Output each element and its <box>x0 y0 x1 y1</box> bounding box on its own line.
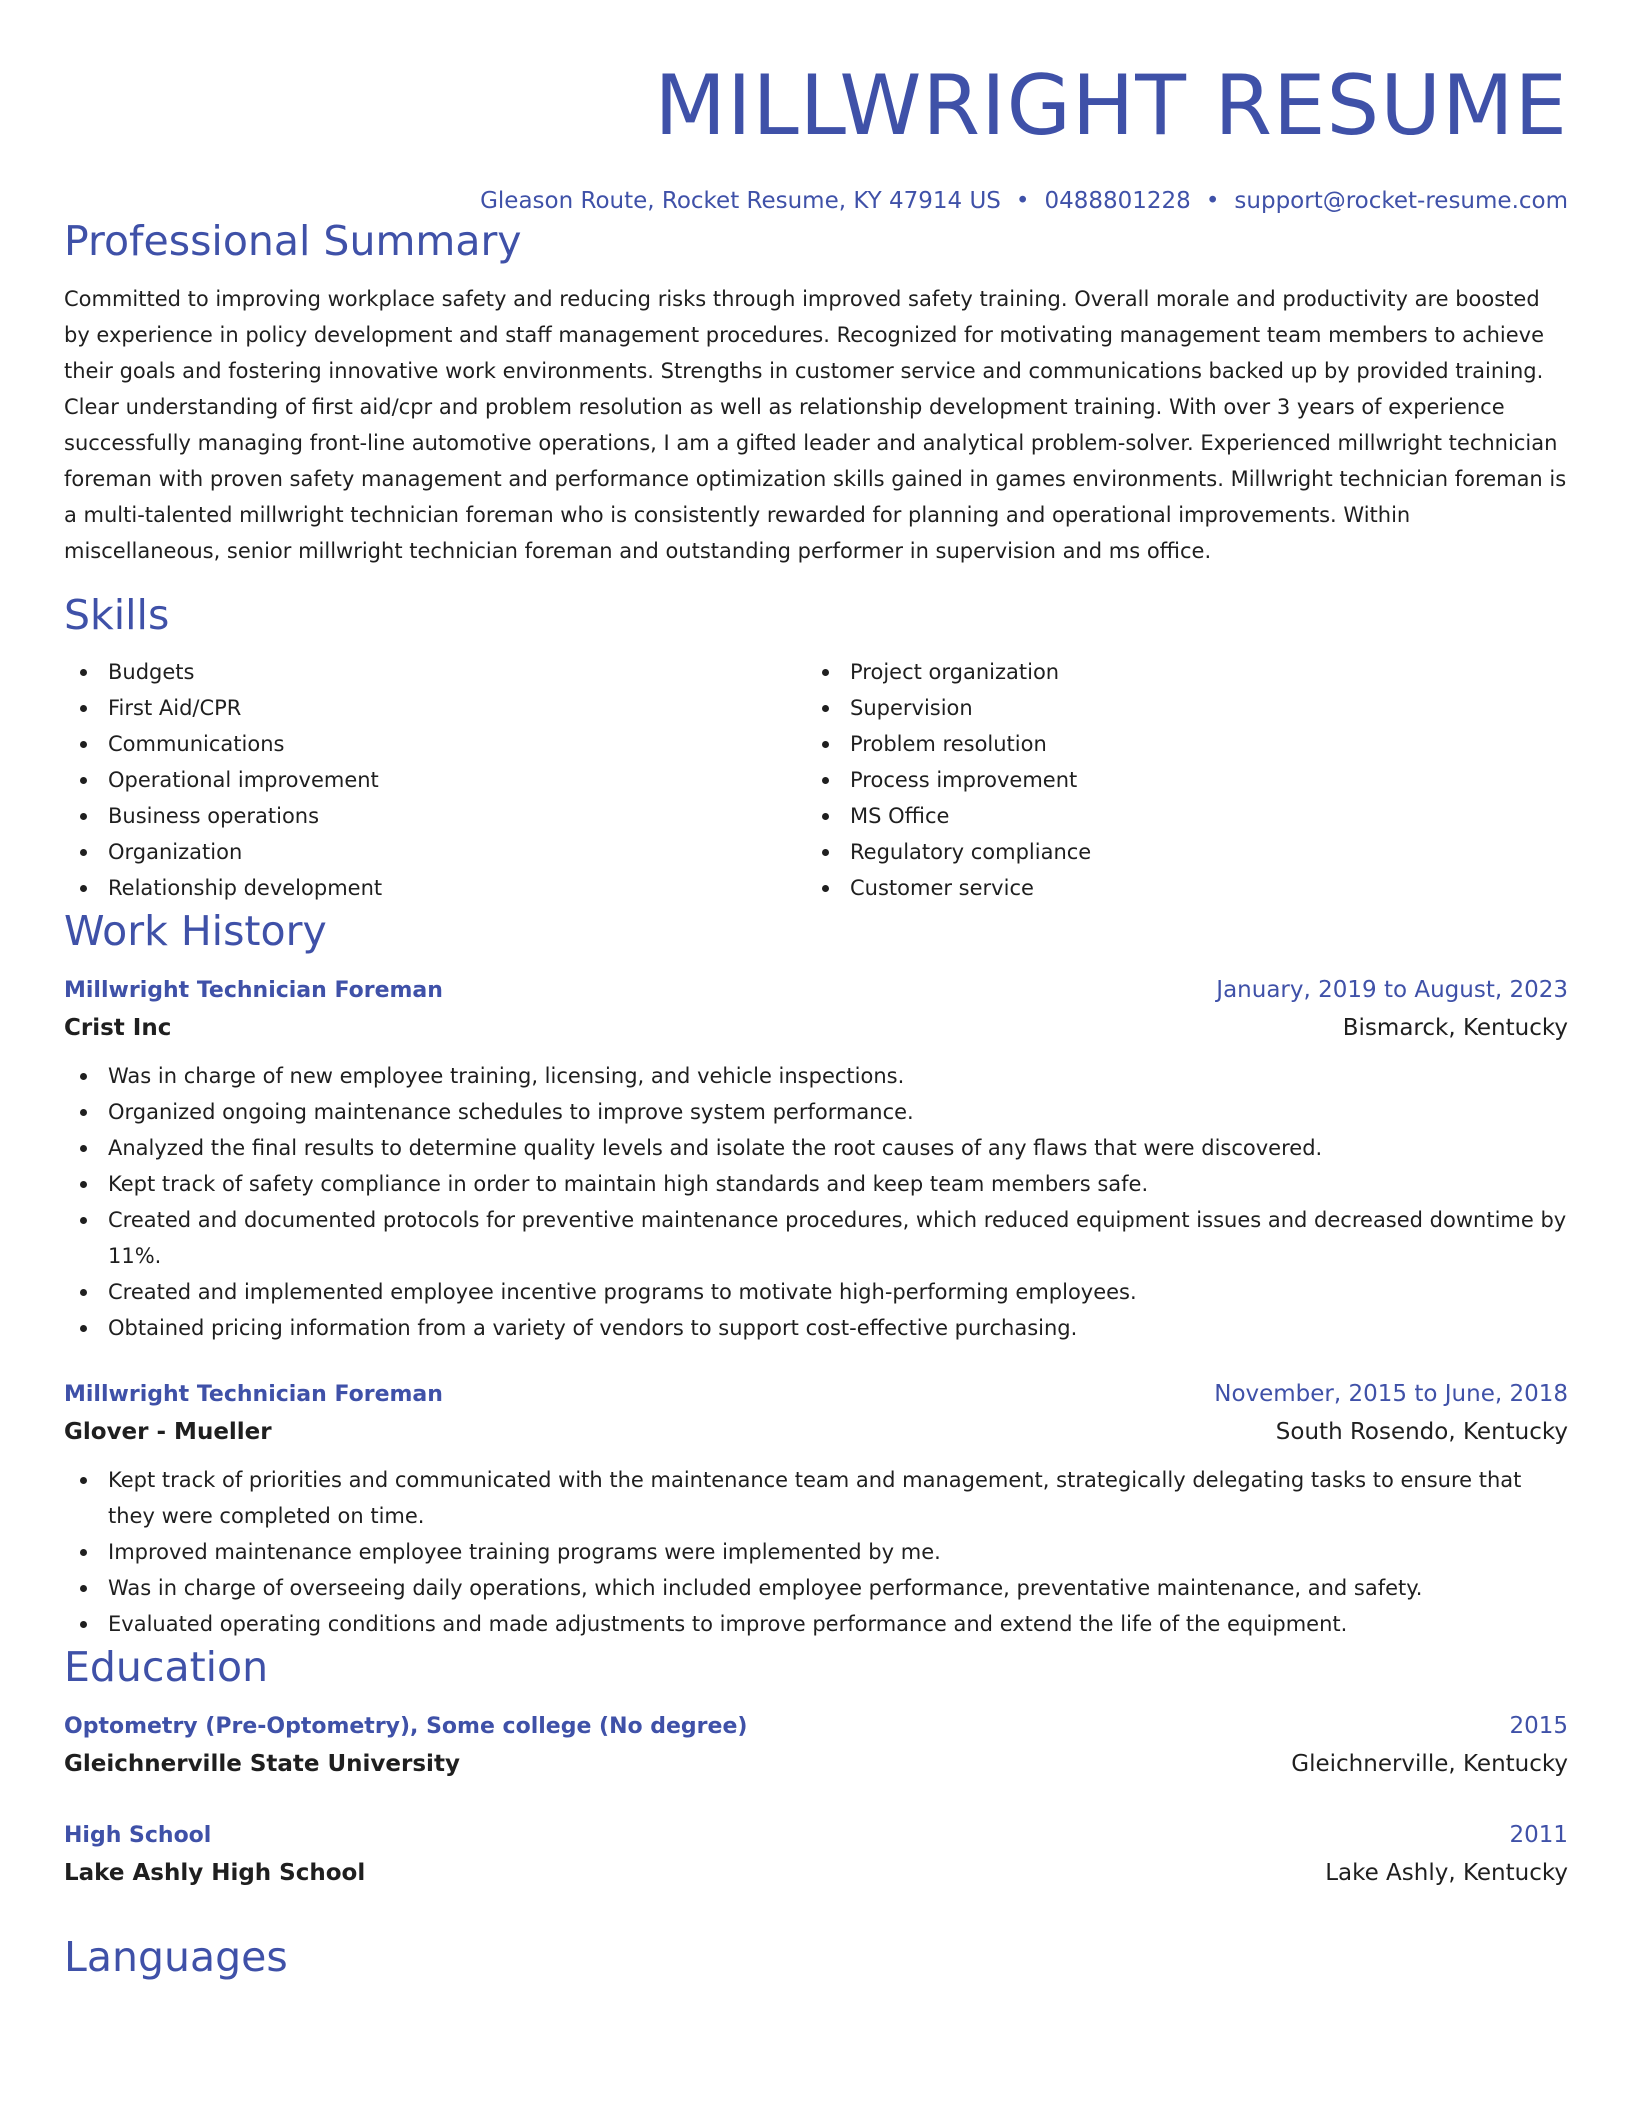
job-role: Millwright Technician Foreman <box>64 1382 443 1407</box>
job-bullet: Kept track of priorities and communicated with the maintenance team and management, strategically delegating tasks to ensure that they were completed on time. <box>64 1462 1568 1534</box>
job-bullet: Analyzed the final results to determine quality levels and isolate the root causes of any flaws that were discovered. <box>64 1130 1568 1166</box>
skill-item: Communications <box>64 726 806 762</box>
job-bullets <box>64 1058 1568 1346</box>
skill-item: Project organization <box>806 654 1548 690</box>
skill-item: Supervision <box>806 690 1548 726</box>
job-company-row <box>64 1413 1568 1451</box>
education-school-row <box>64 1745 1568 1783</box>
education-school: Gleichnerville State University <box>64 1751 460 1777</box>
job-entry <box>64 1376 1568 1642</box>
languages-heading: Languages <box>64 1933 288 1981</box>
education-location: Lake Ashly, Kentucky <box>1325 1860 1568 1886</box>
address: Gleason Route, Rocket Resume, KY 47914 US <box>480 188 1001 214</box>
job-location: Bismarck, Kentucky <box>1342 1015 1568 1041</box>
job-role: Millwright Technician Foreman <box>64 978 443 1003</box>
resume-header <box>64 0 1568 216</box>
education-year: 2015 <box>1509 1713 1568 1739</box>
education-header-row <box>64 1708 1568 1745</box>
job-entry <box>64 972 1568 1346</box>
job-location: South Rosendo, Kentucky <box>1275 1419 1568 1445</box>
education-location: Gleichnerville, Kentucky <box>1291 1751 1568 1777</box>
education-entry <box>64 1817 1568 1892</box>
job-bullet: Was in charge of overseeing daily operations, which included employee performance, preventative maintenance, and safety. <box>64 1570 1568 1606</box>
job-company: Glover - Mueller <box>64 1419 272 1445</box>
resume-title: MILLWRIGHT RESUME <box>654 57 1568 154</box>
education-entry <box>64 1708 1568 1783</box>
education-header-row <box>64 1817 1568 1854</box>
job-bullet: Obtained pricing information from a variety of vendors to support cost-effective purchasing. <box>64 1310 1568 1346</box>
summary-heading: Professional Summary <box>64 217 522 265</box>
skills-column-left <box>64 654 806 906</box>
job-dates: January, 2019 to August, 2023 <box>1216 977 1568 1003</box>
summary-text: Committed to improving workplace safety and reducing risks through improved safety training. Overall morale and productivity are boosted by experience in policy development and staff management procedures. Recognized for motivating management team members to achieve their goals and fostering innovative work environments. Strengths in customer service and communications backed up by provided training. Clear understanding of first aid/cpr and problem resolution as well as relationship development training. With over 3 years of experience successfully managing front-line automotive operations, I am a gifted leader and analytical problem-solver. Experienced millwright technician foreman with proven safety management and performance optimization skills gained in games environments. Millwright technician foreman is a multi-talented millwright technician foreman who is consistently rewarded for planning and operational improvements. Within miscellaneous, senior millwright technician foreman and outstanding performer in supervision and ms office. <box>64 287 1567 563</box>
job-header-row <box>64 1376 1568 1413</box>
job-bullet: Organized ongoing maintenance schedules to improve system performance. <box>64 1094 1568 1130</box>
skill-item: Customer service <box>806 870 1548 906</box>
education-degree: High School <box>64 1823 212 1848</box>
job-bullet: Evaluated operating conditions and made adjustments to improve performance and extend the life of the equipment. <box>64 1606 1568 1642</box>
job-bullet: Kept track of safety compliance in order to maintain high standards and keep team members safe. <box>64 1166 1568 1202</box>
skill-item: MS Office <box>806 798 1548 834</box>
education-school: Lake Ashly High School <box>64 1860 366 1886</box>
job-bullets <box>64 1462 1568 1642</box>
skill-item: Regulatory compliance <box>806 834 1548 870</box>
contact-line <box>64 186 1568 216</box>
job-company: Crist Inc <box>64 1015 172 1041</box>
education-degree: Optometry (Pre-Optometry), Some college (No degree) <box>64 1714 748 1739</box>
skills-list <box>64 654 1568 906</box>
phone: 0488801228 <box>1044 188 1191 214</box>
skill-item: First Aid/CPR <box>64 690 806 726</box>
skill-item: Process improvement <box>806 762 1548 798</box>
work-history-heading: Work History <box>64 907 327 955</box>
skill-item: Budgets <box>64 654 806 690</box>
contact-separator: • <box>1205 188 1220 214</box>
skill-item: Relationship development <box>64 870 806 906</box>
skills-column-right <box>806 654 1548 906</box>
education-year: 2011 <box>1509 1822 1568 1848</box>
job-company-row <box>64 1009 1568 1047</box>
email: support@rocket-resume.com <box>1234 188 1568 214</box>
job-bullet: Created and documented protocols for preventive maintenance procedures, which reduced equipment issues and decreased downtime by 11%. <box>64 1202 1568 1274</box>
education-heading: Education <box>64 1643 269 1691</box>
education-school-row <box>64 1854 1568 1892</box>
skill-item: Problem resolution <box>806 726 1548 762</box>
job-dates: November, 2015 to June, 2018 <box>1214 1381 1568 1407</box>
job-header-row <box>64 972 1568 1009</box>
skill-item: Business operations <box>64 798 806 834</box>
skill-item: Organization <box>64 834 806 870</box>
contact-separator: • <box>1015 188 1030 214</box>
job-bullet: Improved maintenance employee training programs were implemented by me. <box>64 1534 1568 1570</box>
skill-item: Operational improvement <box>64 762 806 798</box>
skills-heading: Skills <box>64 591 170 639</box>
job-bullet: Was in charge of new employee training, licensing, and vehicle inspections. <box>64 1058 1568 1094</box>
job-bullet: Created and implemented employee incentive programs to motivate high-performing employees. <box>64 1274 1568 1310</box>
